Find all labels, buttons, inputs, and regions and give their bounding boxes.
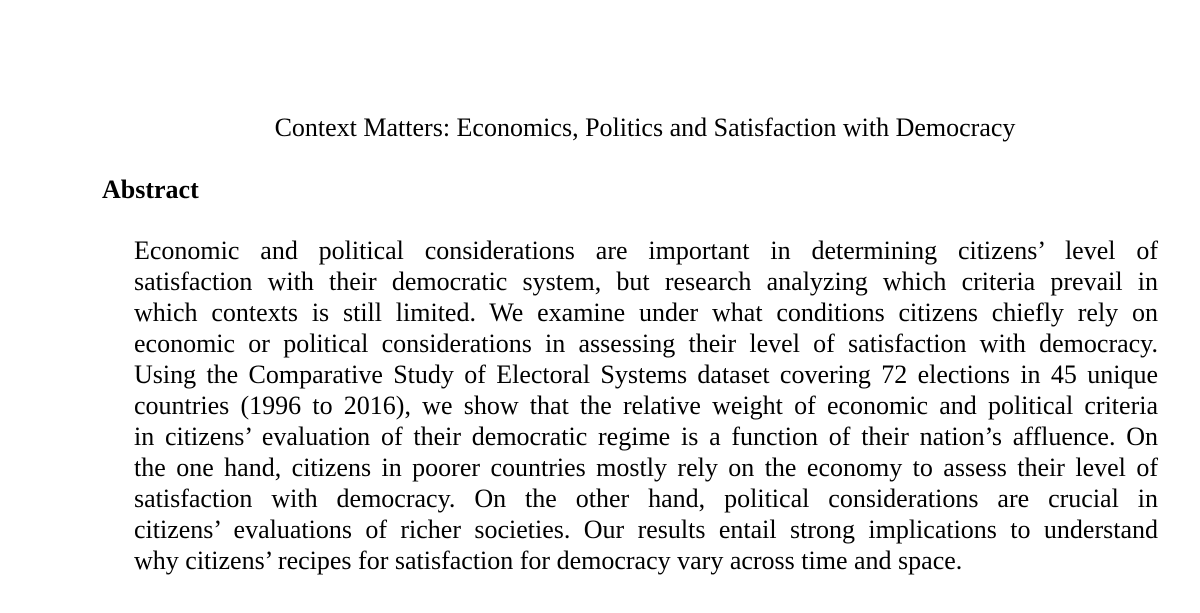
abstract-heading: Abstract — [102, 175, 199, 204]
abstract-line: satisfaction with their democratic system, but research analyzing which criteria prevail in — [134, 267, 1158, 296]
abstract-line: Using the Comparative Study of Electoral Systems dataset covering 72 elections in 45 unique — [134, 360, 1158, 389]
abstract-line: economic or political considerations in assessing their level of satisfaction with democracy. — [134, 329, 1158, 358]
abstract-line: the one hand, citizens in poorer countries mostly rely on the economy to assess their level of — [134, 453, 1158, 482]
abstract-line: in citizens’ evaluation of their democratic regime is a function of their nation’s affluence. On — [134, 422, 1158, 451]
abstract-line: countries (1996 to 2016), we show that the relative weight of economic and political criteria — [134, 391, 1158, 420]
abstract-line: citizens’ evaluations of richer societies. Our results entail strong implications to understand — [134, 515, 1158, 544]
abstract-line: satisfaction with democracy. On the other hand, political considerations are crucial in — [134, 484, 1158, 513]
paper-title: Context Matters: Economics, Politics and Satisfaction with Democracy — [274, 113, 1016, 142]
abstract-body — [134, 235, 1158, 576]
abstract-line: why citizens’ recipes for satisfaction for democracy vary across time and space. — [134, 546, 963, 575]
abstract-line: Economic and political considerations are important in determining citizens’ level of — [134, 236, 1158, 265]
abstract-line: which contexts is still limited. We examine under what conditions citizens chiefly rely on — [134, 298, 1158, 327]
